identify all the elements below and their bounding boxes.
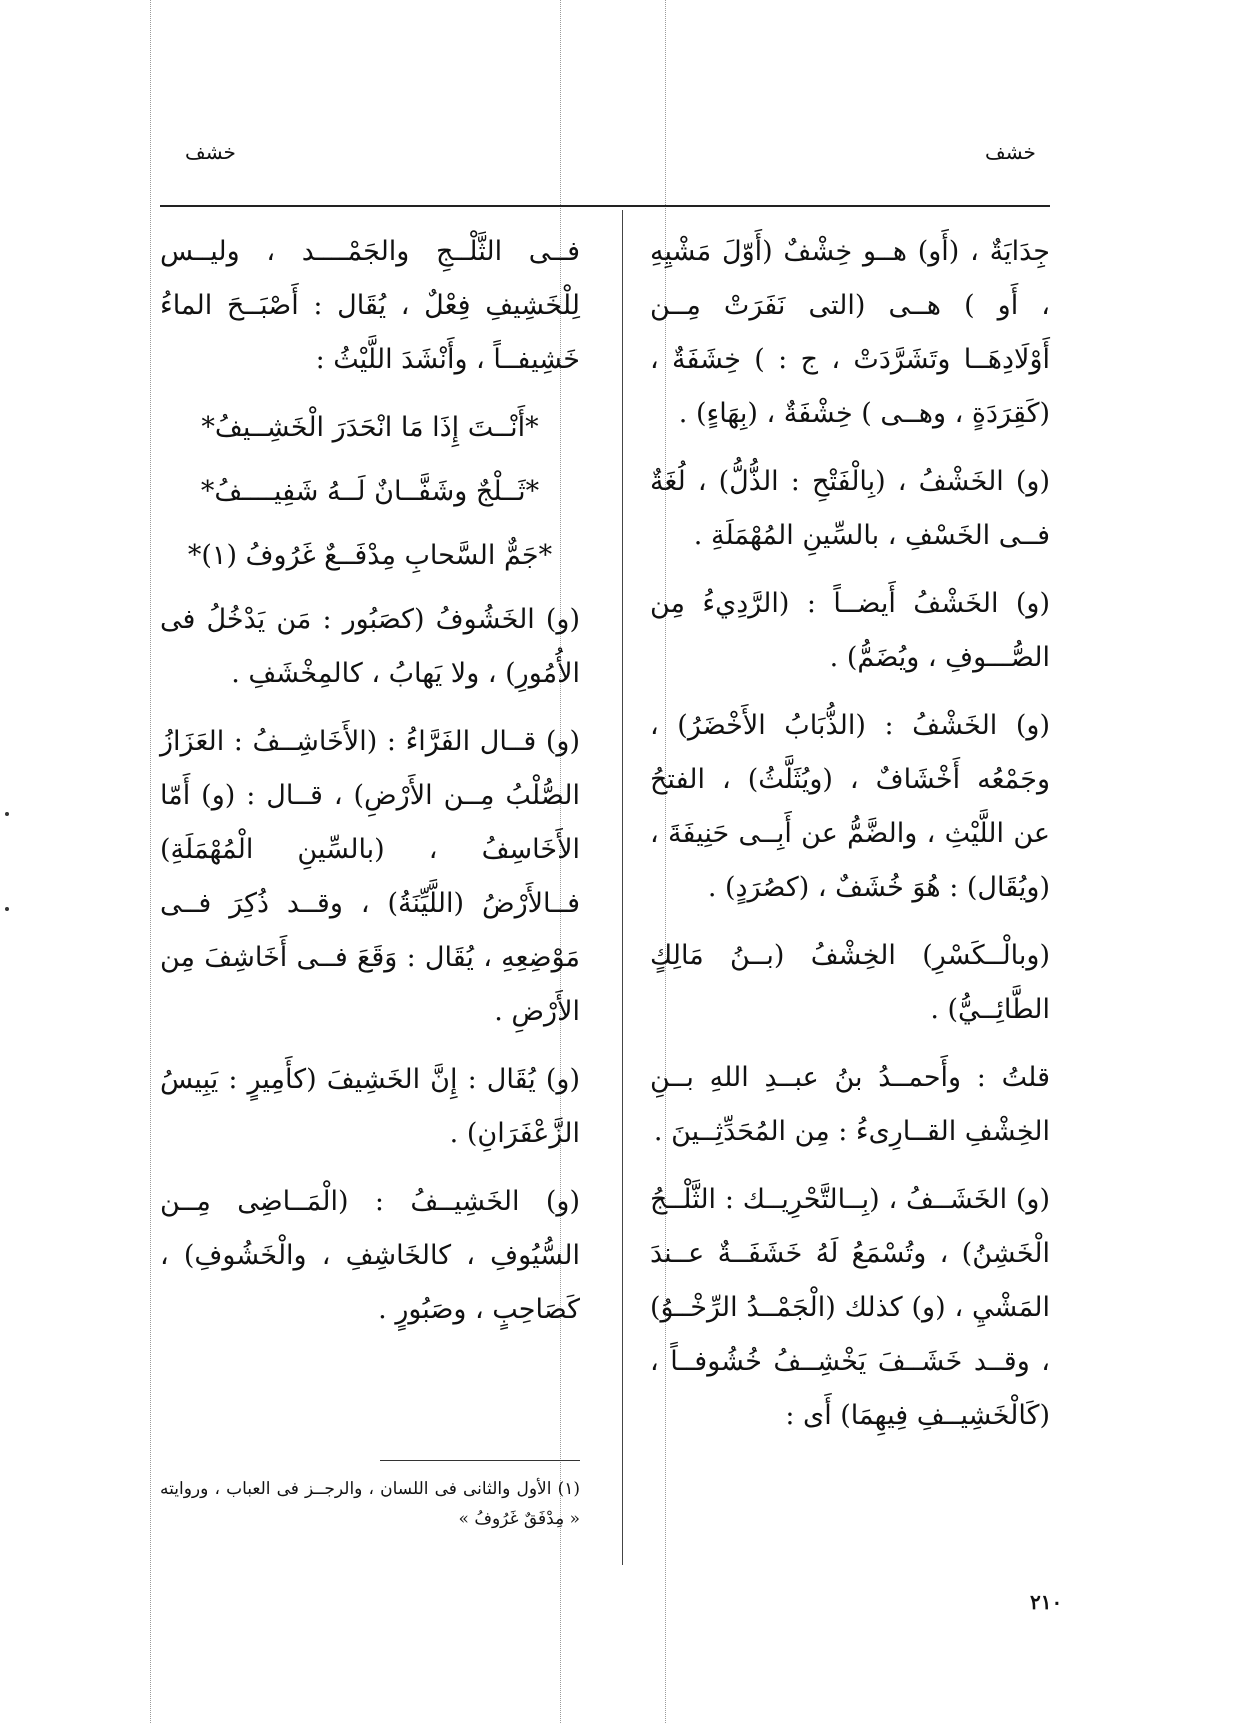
header-left-title: خشف bbox=[185, 140, 236, 164]
paragraph: (و) الخَشُوفُ (كصَبُور : مَن يَدْخُلُ فى الأُمُورِ) ، ولا يَهابُ ، كالمِخْشَفِ . bbox=[160, 604, 580, 689]
paragraph: (وبالْــكَسْرِ) الخِشْفُ (بــنُ مَالِكٍ الطَّائِــيُّ) . bbox=[650, 940, 1050, 1025]
scan-dotted-line-left bbox=[150, 0, 151, 1723]
header-rule bbox=[160, 205, 1050, 207]
paragraph: جِدَايَةٌ ، (أَو) هــو خِشْفٌ (أَوّلَ مَشْيِهِ ، أَو ) هــى (التى نَفَرَتْ مِــن أَوْلَادِهَــا وتَشَرَّدَتْ ، ج : ) خِشَفَةٌ ، (كَقِرَدَةٍ ، وهــى ) خِشْفَةٌ ، (بِهَاءٍ) . bbox=[650, 236, 1050, 429]
header-right-title: خشف bbox=[985, 140, 1036, 164]
paragraph: (و) الخَشْفُ : (الذُّبَابُ الأَخْضَرُ) ، وجَمْعُه أَخْشَافٌ ، (ويُثَلَّثُ) ، الفتحُ عن اللَّيْثِ ، والضَّمُّ عن أَبِــى حَنِيفَةَ ، (ويُقَال) : هُوَ خُشَفٌ ، (كصُرَدٍ) . bbox=[650, 710, 1050, 903]
footnote-rule bbox=[380, 1460, 580, 1461]
verse-line: *أَنْــتَ إِذَا مَا انْحَدَرَ الْخَشِــيفُ* bbox=[201, 412, 539, 443]
scan-speck bbox=[5, 812, 9, 816]
footnote: (١) الأول والثانى فى اللسان ، والرجــز فى العباب ، وروايته « مِدْفَقٌ غَرُوفُ » bbox=[160, 1479, 580, 1529]
verse-line: *جَمٌّ السَّحابِ مِدْفَــعٌ غَرُوفُ (١)* bbox=[187, 540, 553, 571]
verse-line: *ثَــلْجٌ وشَفَّــانٌ لَــهُ شَفِيــــفُ* bbox=[200, 476, 540, 507]
paragraph: (و) الخَشِيــفُ : (الْمَــاضِى مِــن السُّيُوفِ ، كالخَاشِفِ ، والْخَشُوفِ) ، كَصَاحِبٍ ، وصَبُورٍ . bbox=[160, 1186, 580, 1325]
paragraph: (و) قــال الفَرَّاءُ : (الأَخَاشِــفُ : العَزَازُ الصُّلْبُ مِــن الأَرْضِ) ، قــال : (و) أَمّا الأَخَاسِفُ ، (بالسِّينِ الْمُهْمَلَةِ) فــالأَرْضُ (اللَّيِّنَةُ) ، وقــد ذُكِرَ فــى مَوْضِعِهِ ، يُقَال : وَقَعَ فــى أَخَاشِفَ مِن الأَرْضِ . bbox=[160, 726, 580, 1027]
paragraph: قلتُ : وأَحمــدُ بنُ عبــدِ اللهِ بــنِ الخِشْفِ القــارِىءُ : مِن المُحَدِّثِــينَ . bbox=[650, 1062, 1050, 1147]
scan-speck bbox=[5, 907, 9, 911]
paragraph: (و) الخَشْفُ أَيضــاً : (الرَّدِيءُ مِن الصُّـــوفِ ، ويُضَمُّ) . bbox=[650, 588, 1050, 673]
left-column bbox=[160, 225, 580, 1351]
column-divider bbox=[622, 210, 623, 1565]
right-column bbox=[650, 225, 1050, 1457]
paragraph: (و) الخَشَــفُ ، (بِــالتَّحْرِيــك : الثَّلْــجُ الْخَشِنُ) ، وتُسْمَعُ لَهُ خَشَفَــةٌ عــندَ المَشْيِ ، (و) كذلك (الْجَمْــدُ الرِّخْــوُ) ، وقــد خَشَــفَ يَخْشِــفُ خُشُوفــاً ، (كَالْخَشِيــفِ فِيهِمَا) أَى : bbox=[650, 1184, 1050, 1431]
paragraph: فــى الثَّلْــجِ والجَمْــــد ، وليــس لِلْخَشِيفِ فِعْلٌ ، يُقَال : أَصْبَــحَ الماءُ خَشِيفــاً ، وأَنْشَدَ اللَّيْثُ : bbox=[160, 236, 580, 375]
page-number: ٢١٠ bbox=[1030, 1590, 1063, 1614]
paragraph: (و) يُقَال : إِنَّ الخَشِيفَ (كأَمِيرٍ : يَبِيسُ الزَّعْفَرَانِ) . bbox=[160, 1064, 580, 1149]
paragraph: (و) الخَشْفُ ، (بِالْفَتْحِ : الذُّلُّ) ، لُغَةٌ فــى الخَسْفِ ، بالسِّينِ المُهْمَلَةِ . bbox=[650, 466, 1050, 551]
